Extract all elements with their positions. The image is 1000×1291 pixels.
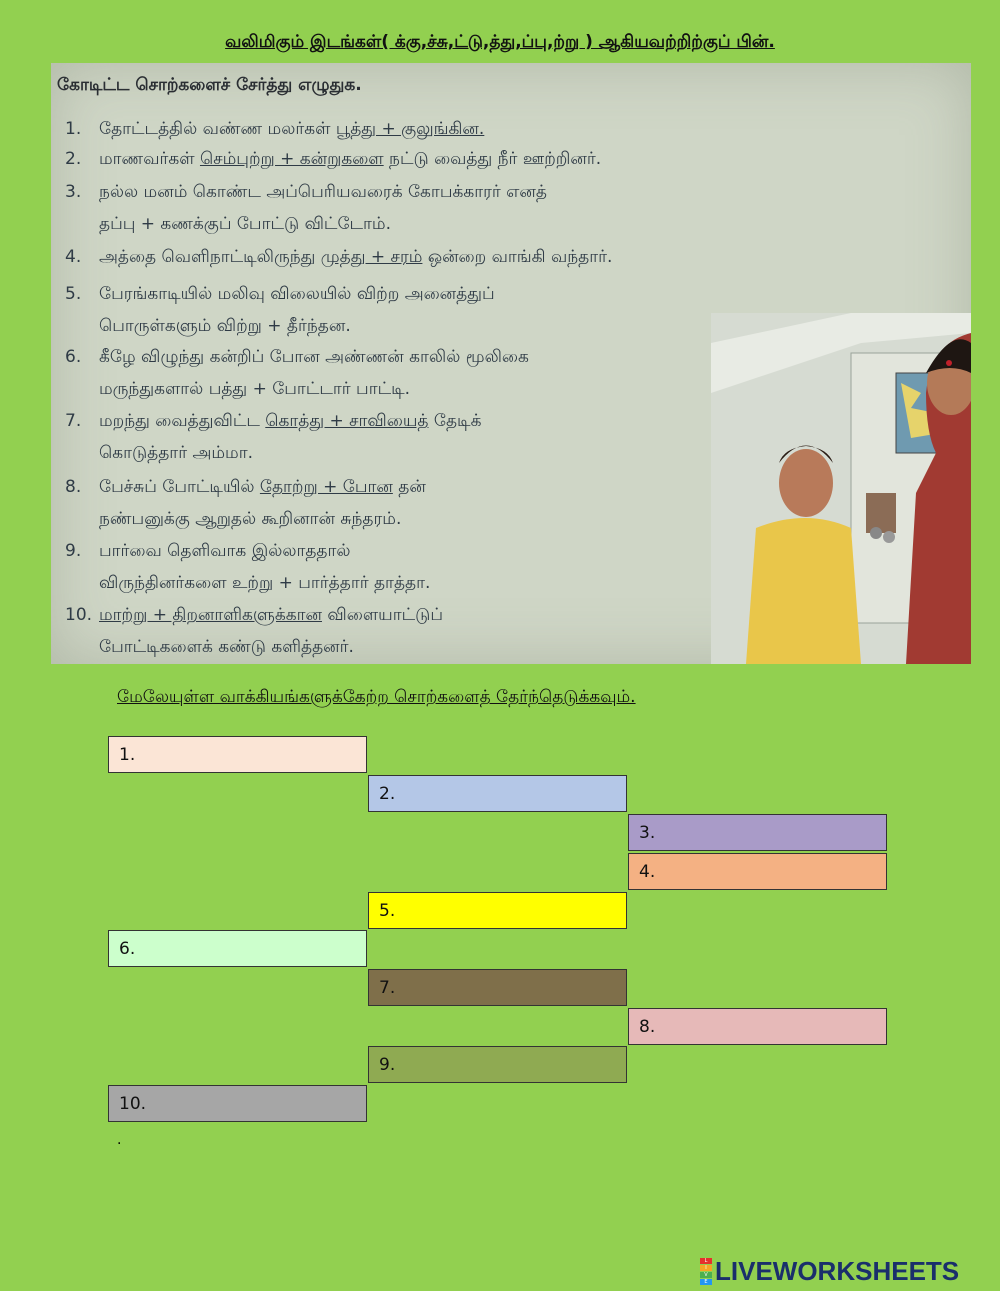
illustration-people-keys xyxy=(711,313,971,664)
sentence-number: 6. xyxy=(65,347,82,367)
logo-mark-letter: I xyxy=(700,1265,712,1271)
sentence-text-end: ஒன்றை வாங்கி வந்தார். xyxy=(422,247,613,267)
underlined-words: மாற்று + திறனாளிகளுக்கான xyxy=(99,605,322,625)
sentence-text-end: விளையாட்டுப் xyxy=(321,605,443,625)
sentence-number: 1. xyxy=(65,119,82,139)
sentence-6 xyxy=(65,341,529,405)
sentence-8 xyxy=(65,471,426,535)
exercise-heading: கோடிட்ட சொற்களைச் சேர்த்து எழுதுக. xyxy=(57,75,362,95)
logo-mark-letter: L xyxy=(700,1258,712,1264)
answer-box-3[interactable]: 3. xyxy=(628,814,887,851)
answer-box-10[interactable]: 10. xyxy=(108,1085,367,1122)
sentence-text: தோட்டத்தில் வண்ண மலர்கள் xyxy=(99,119,336,139)
answer-box-4[interactable]: 4. xyxy=(628,853,887,890)
liveworksheets-logo[interactable] xyxy=(700,1256,959,1287)
sentence-line2: கொடுத்தார் அம்மா. xyxy=(99,443,254,463)
sentence-line2: மருந்துகளால் பத்து + போட்டார் பாட்டி. xyxy=(99,379,411,399)
sentence-5 xyxy=(65,278,495,342)
sentence-number: 8. xyxy=(65,477,82,497)
logo-mark-letter: E xyxy=(700,1279,712,1285)
answer-box-2[interactable]: 2. xyxy=(368,775,627,812)
answer-box-8[interactable]: 8. xyxy=(628,1008,887,1045)
sentence-text: பேச்சுப் போட்டியில் xyxy=(99,477,260,497)
underlined-words: முத்து + சரம் xyxy=(320,247,423,267)
sentence-1 xyxy=(65,113,484,145)
sentence-text-end: தன் xyxy=(392,477,426,497)
sentence-number: 4. xyxy=(65,247,82,267)
logo-text: LIVEWORKSHEETS xyxy=(715,1256,960,1286)
sentence-line2: விருந்தினர்களை உற்று + பார்த்தார் தாத்தா. xyxy=(99,573,431,593)
sentence-number: 9. xyxy=(65,541,82,561)
sentence-number: 5. xyxy=(65,284,82,304)
sentence-4 xyxy=(65,241,612,273)
sentence-text: பார்வை தெளிவாக இல்லாததால் xyxy=(99,541,351,561)
sentence-number: 2. xyxy=(65,149,82,169)
sentence-3 xyxy=(65,176,547,240)
sentence-text-end: தேடிக் xyxy=(428,411,482,431)
sentence-text: அத்தை வெளிநாட்டிலிருந்து xyxy=(99,247,321,267)
sentence-text: பேரங்காடியில் மலிவு விலையில் விற்ற அனைத்துப் xyxy=(99,284,495,304)
instruction-subtitle: மேலேயுள்ள வாக்கியங்களுக்கேற்ற சொற்களைத் தேர்ந்தெடுக்கவும். xyxy=(117,687,636,707)
sentence-9 xyxy=(65,535,430,599)
sentence-number: 3. xyxy=(65,182,82,202)
sentence-line2: பொருள்களும் விற்று + தீர்ந்தன. xyxy=(99,316,351,336)
logo-mark-icon xyxy=(700,1258,712,1286)
underlined-words: தோற்று + போன xyxy=(259,477,393,497)
scanned-exercise-image xyxy=(51,63,971,664)
answer-box-6[interactable]: 6. xyxy=(108,930,367,967)
sentence-7 xyxy=(65,405,481,469)
sentence-text: மாணவர்கள் xyxy=(99,149,200,169)
sentence-text: கீழே விழுந்து கன்றிப் போன அண்ணன் காலில் மூலிகை xyxy=(99,347,529,367)
underlined-words: பூத்து + குலுங்கின. xyxy=(335,119,485,139)
answer-box-9[interactable]: 9. xyxy=(368,1046,627,1083)
page-title: வலிமிகும் இடங்கள்( க்கு,ச்சு,ட்டு,த்து,ப்பு,ற்று ) ஆகியவற்றிற்குப் பின். xyxy=(225,32,775,52)
sentence-line2: தப்பு + கணக்குப் போட்டு விட்டோம். xyxy=(99,214,392,234)
sentence-text: மறந்து வைத்துவிட்ட xyxy=(99,411,266,431)
sentence-line2: நண்பனுக்கு ஆறுதல் கூறினான் சுந்தரம். xyxy=(99,509,402,529)
sentence-10 xyxy=(65,599,443,663)
answer-box-5[interactable]: 5. xyxy=(368,892,627,929)
sentence-text: நல்ல மனம் கொண்ட அப்பெரியவரைக் கோபக்காரர் எனத் xyxy=(99,182,547,202)
sentence-number: 7. xyxy=(65,411,82,431)
underlined-words: செம்புற்று + கன்றுகளை xyxy=(199,149,384,169)
sentence-line2: போட்டிகளைக் கண்டு களித்தனர். xyxy=(99,637,354,657)
stray-dot: . xyxy=(117,1132,122,1148)
answer-box-1[interactable]: 1. xyxy=(108,736,367,773)
underlined-words: கொத்து + சாவியைத் xyxy=(265,411,429,431)
answer-box-7[interactable]: 7. xyxy=(368,969,627,1006)
sentence-text-end: நட்டு வைத்து நீர் ஊற்றினர். xyxy=(383,149,602,169)
logo-mark-letter: V xyxy=(700,1272,712,1278)
sentence-number: 10. xyxy=(65,605,93,625)
sentence-2 xyxy=(65,143,601,175)
